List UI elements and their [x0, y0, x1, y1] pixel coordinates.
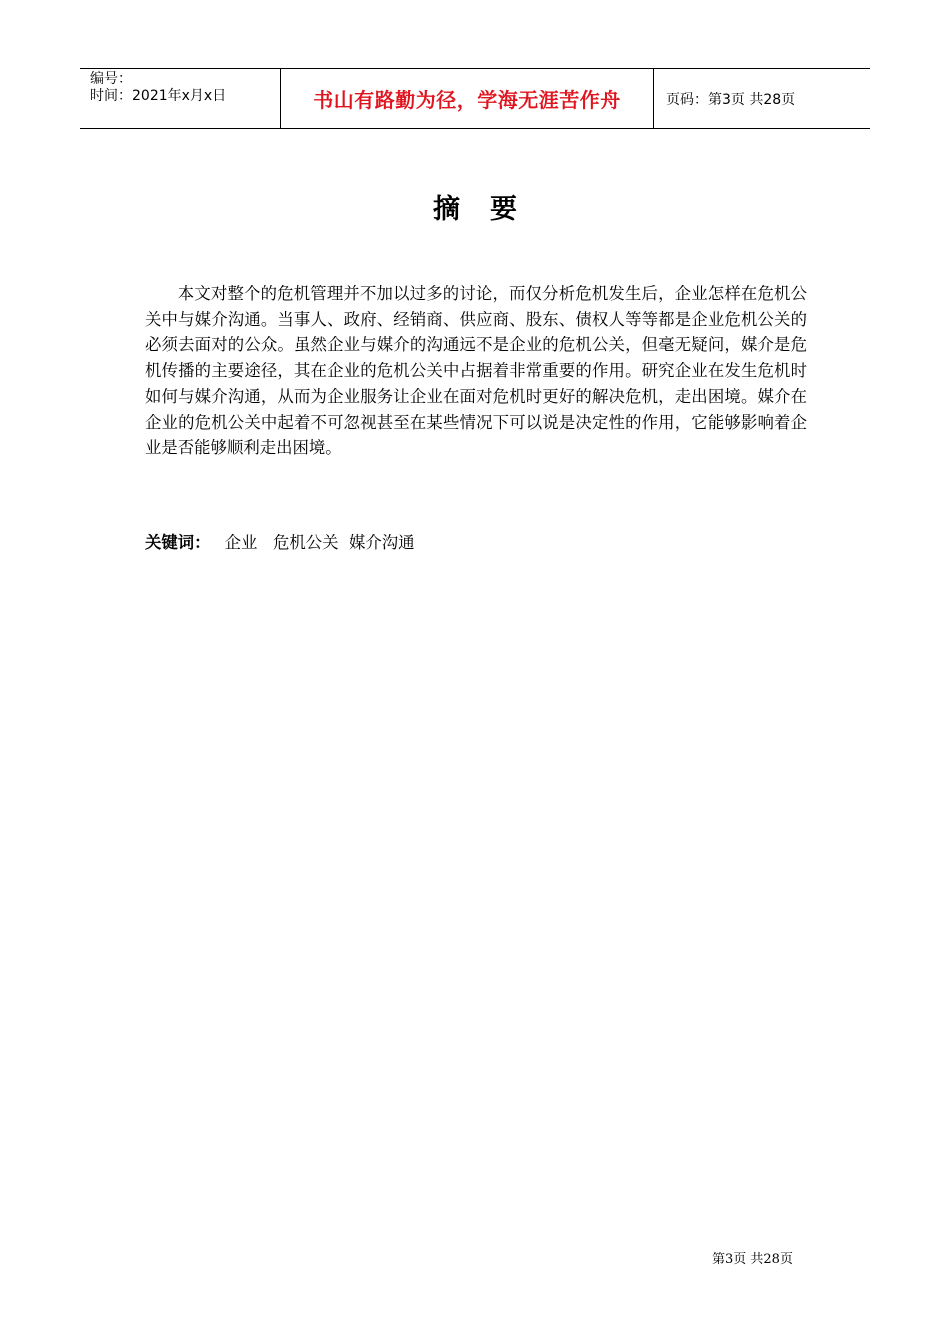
keywords-values: 企业 危机公关 媒介沟通 — [224, 533, 415, 552]
header-motto: 书山有路勤为径，学海无涯苦作舟 — [281, 69, 654, 128]
keywords-label: 关键词： — [145, 533, 211, 552]
document-number: 编号： — [90, 71, 132, 87]
keywords-line — [145, 529, 415, 553]
header-page-info: 页码：第3页 共28页 — [666, 91, 796, 108]
page-header — [80, 68, 870, 129]
document-date: 时间：2021年x月x日 — [90, 88, 227, 104]
page-footer: 第3页 共28页 — [712, 1252, 793, 1267]
abstract-body: 本文对整个的危机管理并不加以过多的讨论，而仅分析危机发生后，企业怎样在危机公关中与媒介沟通。当事人、政府、经销商、供应商、股东、债权人等等都是企业危机公关的必须去面对的公众。虽然企业与媒介的沟通远不是企业的危机公关，但毫无疑问，媒介是危机传播的主要途径，其在企业的危机公关中占据着非常重要的作用。研究企业在发生危机时如何与媒介沟通，从而为企业服务让企业在面对危机时更好的解决危机，走出困境。媒介在企业的危机公关中起着不可忽视甚至在某些情况下可以说是决定性的作用，它能够影响着企业是否能够顺利走出困境。 — [145, 284, 807, 458]
header-meta — [80, 69, 281, 128]
abstract-title: 摘要 — [433, 194, 547, 225]
